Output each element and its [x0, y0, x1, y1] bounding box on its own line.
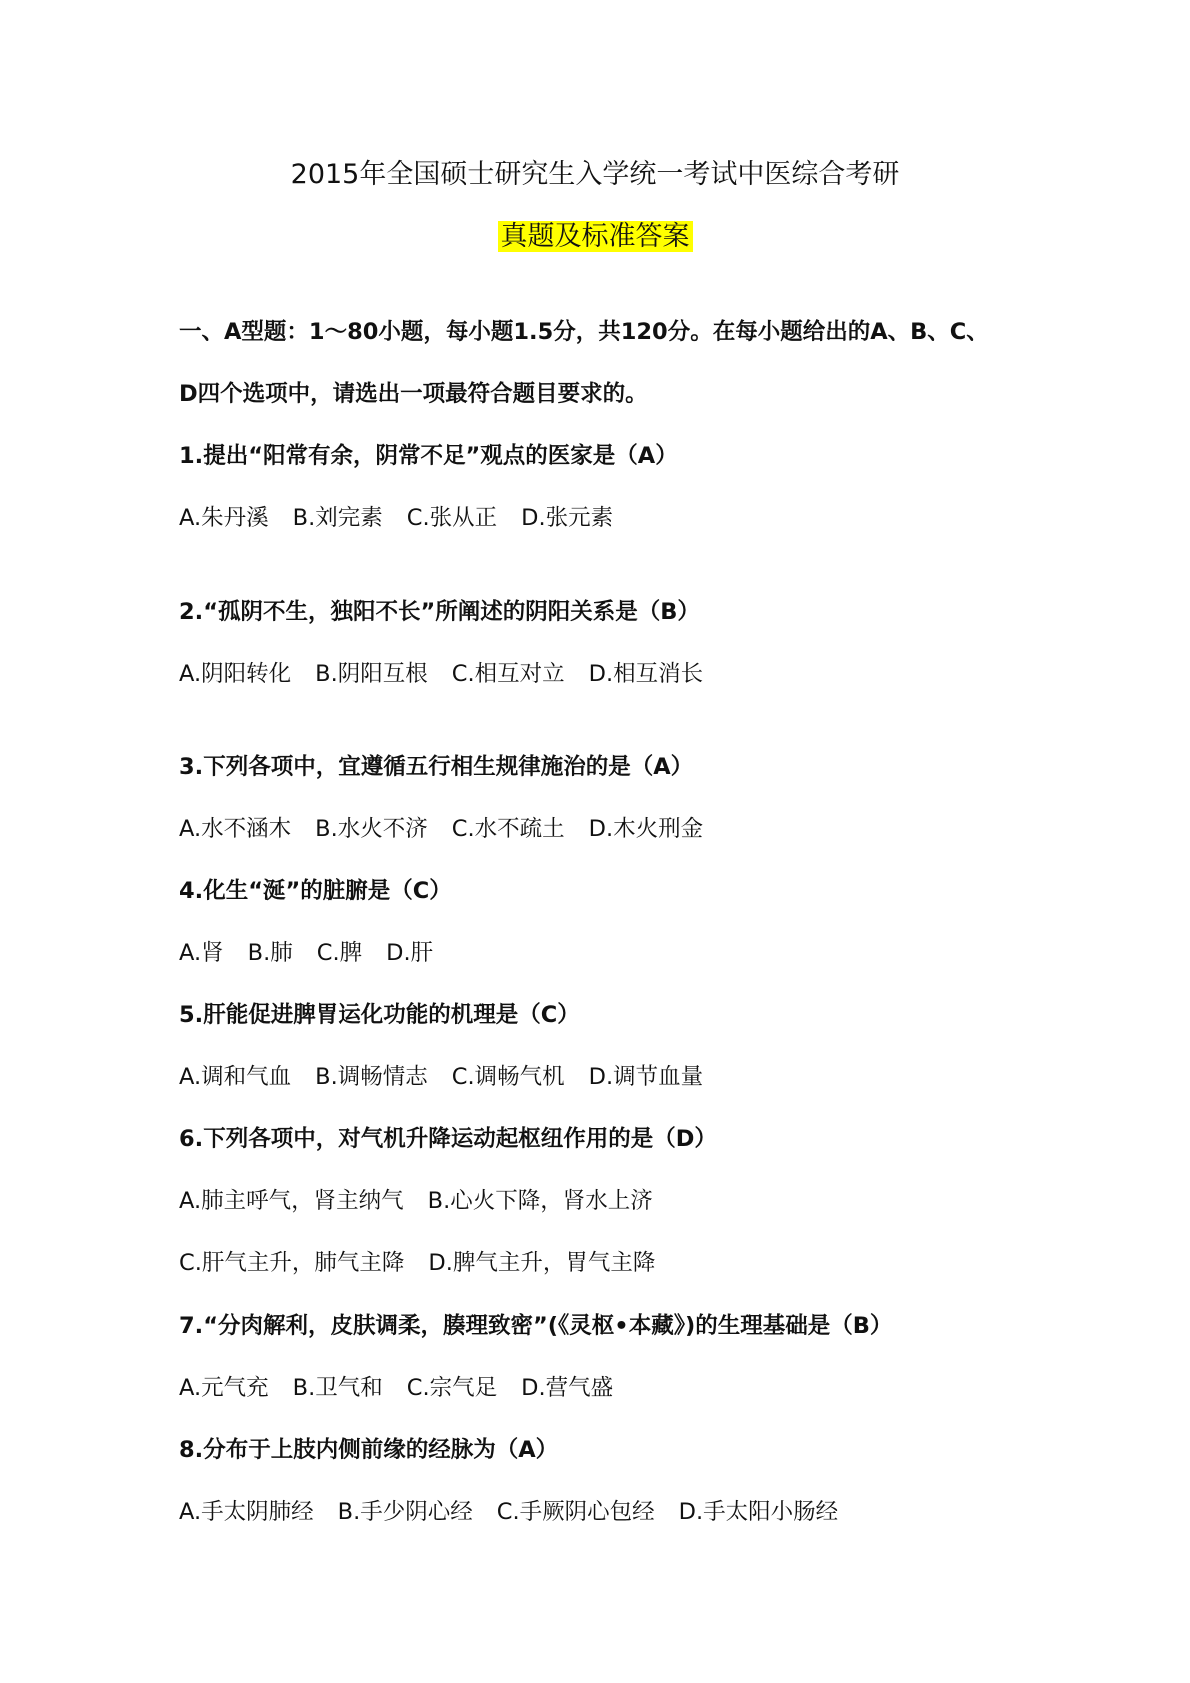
question-5-options: [179, 1061, 703, 1093]
question-7-stem: 7.“分肉解利，皮肤调柔，腠理致密”(《灵枢•本藏》)的生理基础是（B）: [179, 1313, 893, 1339]
question-4-stem: 4.化生“涎”的脏腑是（C）: [179, 878, 452, 904]
question-4-options: [179, 937, 433, 969]
section-instruction-line-2: D四个选项中，请选出一项最符合题目要求的。: [179, 381, 648, 407]
option-a: A.肺主呼气，肾主纳气: [179, 1188, 404, 1214]
option-d: D.调节血量: [588, 1064, 704, 1090]
highlighted-subtitle: 真题及标准答案: [498, 221, 693, 252]
option-a: A.元气充: [179, 1375, 269, 1401]
option-d: D.肝: [386, 940, 434, 966]
option-b: B.卫气和: [292, 1375, 383, 1401]
question-6-options-row-1: [179, 1185, 653, 1217]
option-c: C.脾: [316, 940, 363, 966]
question-1-options: [179, 502, 613, 534]
option-a: A.阴阳转化: [179, 661, 292, 687]
option-d: D.木火刑金: [588, 816, 704, 842]
option-a: A.水不涵木: [179, 816, 292, 842]
option-b: B.水火不济: [315, 816, 428, 842]
option-d: D.脾气主升，胃气主降: [428, 1250, 656, 1276]
title-line-1: 2015年全国硕士研究生入学统一考试中医综合考研: [290, 159, 900, 190]
option-c: C.水不疏土: [451, 816, 565, 842]
question-6-stem: 6.下列各项中，对气机升降运动起枢纽作用的是（D）: [179, 1126, 717, 1152]
question-1-stem: 1.提出“阳常有余，阴常不足”观点的医家是（A）: [179, 443, 678, 469]
option-c: C.张从正: [406, 505, 498, 531]
question-5-stem: 5.肝能促进脾胃运化功能的机理是（C）: [179, 1002, 580, 1028]
option-b: B.心火下降，肾水上济: [427, 1188, 653, 1214]
option-c: C.相互对立: [451, 661, 565, 687]
option-a: A.肾: [179, 940, 224, 966]
option-d: D.手太阳小肠经: [678, 1499, 839, 1525]
option-b: B.刘完素: [292, 505, 383, 531]
option-d: D.张元素: [521, 505, 614, 531]
title-line-2: [0, 219, 1190, 255]
option-a: A.手太阴肺经: [179, 1499, 314, 1525]
question-6-options-row-2: [179, 1247, 655, 1279]
option-b: B.肺: [247, 940, 293, 966]
section-instruction-line-1: 一、A型题：1～80小题，每小题1.5分，共120分。在每小题给出的A、B、C、: [179, 319, 989, 345]
option-c: C.调畅气机: [451, 1064, 565, 1090]
question-3-options: [179, 813, 703, 845]
option-b: B.调畅情志: [315, 1064, 428, 1090]
question-8-stem: 8.分布于上肢内侧前缘的经脉为（A）: [179, 1437, 559, 1463]
option-c: C.手厥阴心包经: [496, 1499, 655, 1525]
question-2-stem: 2.“孤阴不生，独阳不长”所阐述的阴阳关系是（B）: [179, 599, 700, 625]
option-c: C.肝气主升，肺气主降: [179, 1250, 405, 1276]
option-b: B.手少阴心经: [337, 1499, 473, 1525]
option-a: A.调和气血: [179, 1064, 292, 1090]
question-8-options: [179, 1496, 838, 1528]
option-a: A.朱丹溪: [179, 505, 269, 531]
option-b: B.阴阳互根: [315, 661, 428, 687]
option-d: D.相互消长: [588, 661, 704, 687]
option-c: C.宗气足: [406, 1375, 498, 1401]
question-2-options: [179, 658, 703, 690]
question-3-stem: 3.下列各项中，宜遵循五行相生规律施治的是（A）: [179, 754, 694, 780]
option-d: D.营气盛: [521, 1375, 614, 1401]
question-7-options: [179, 1372, 613, 1404]
